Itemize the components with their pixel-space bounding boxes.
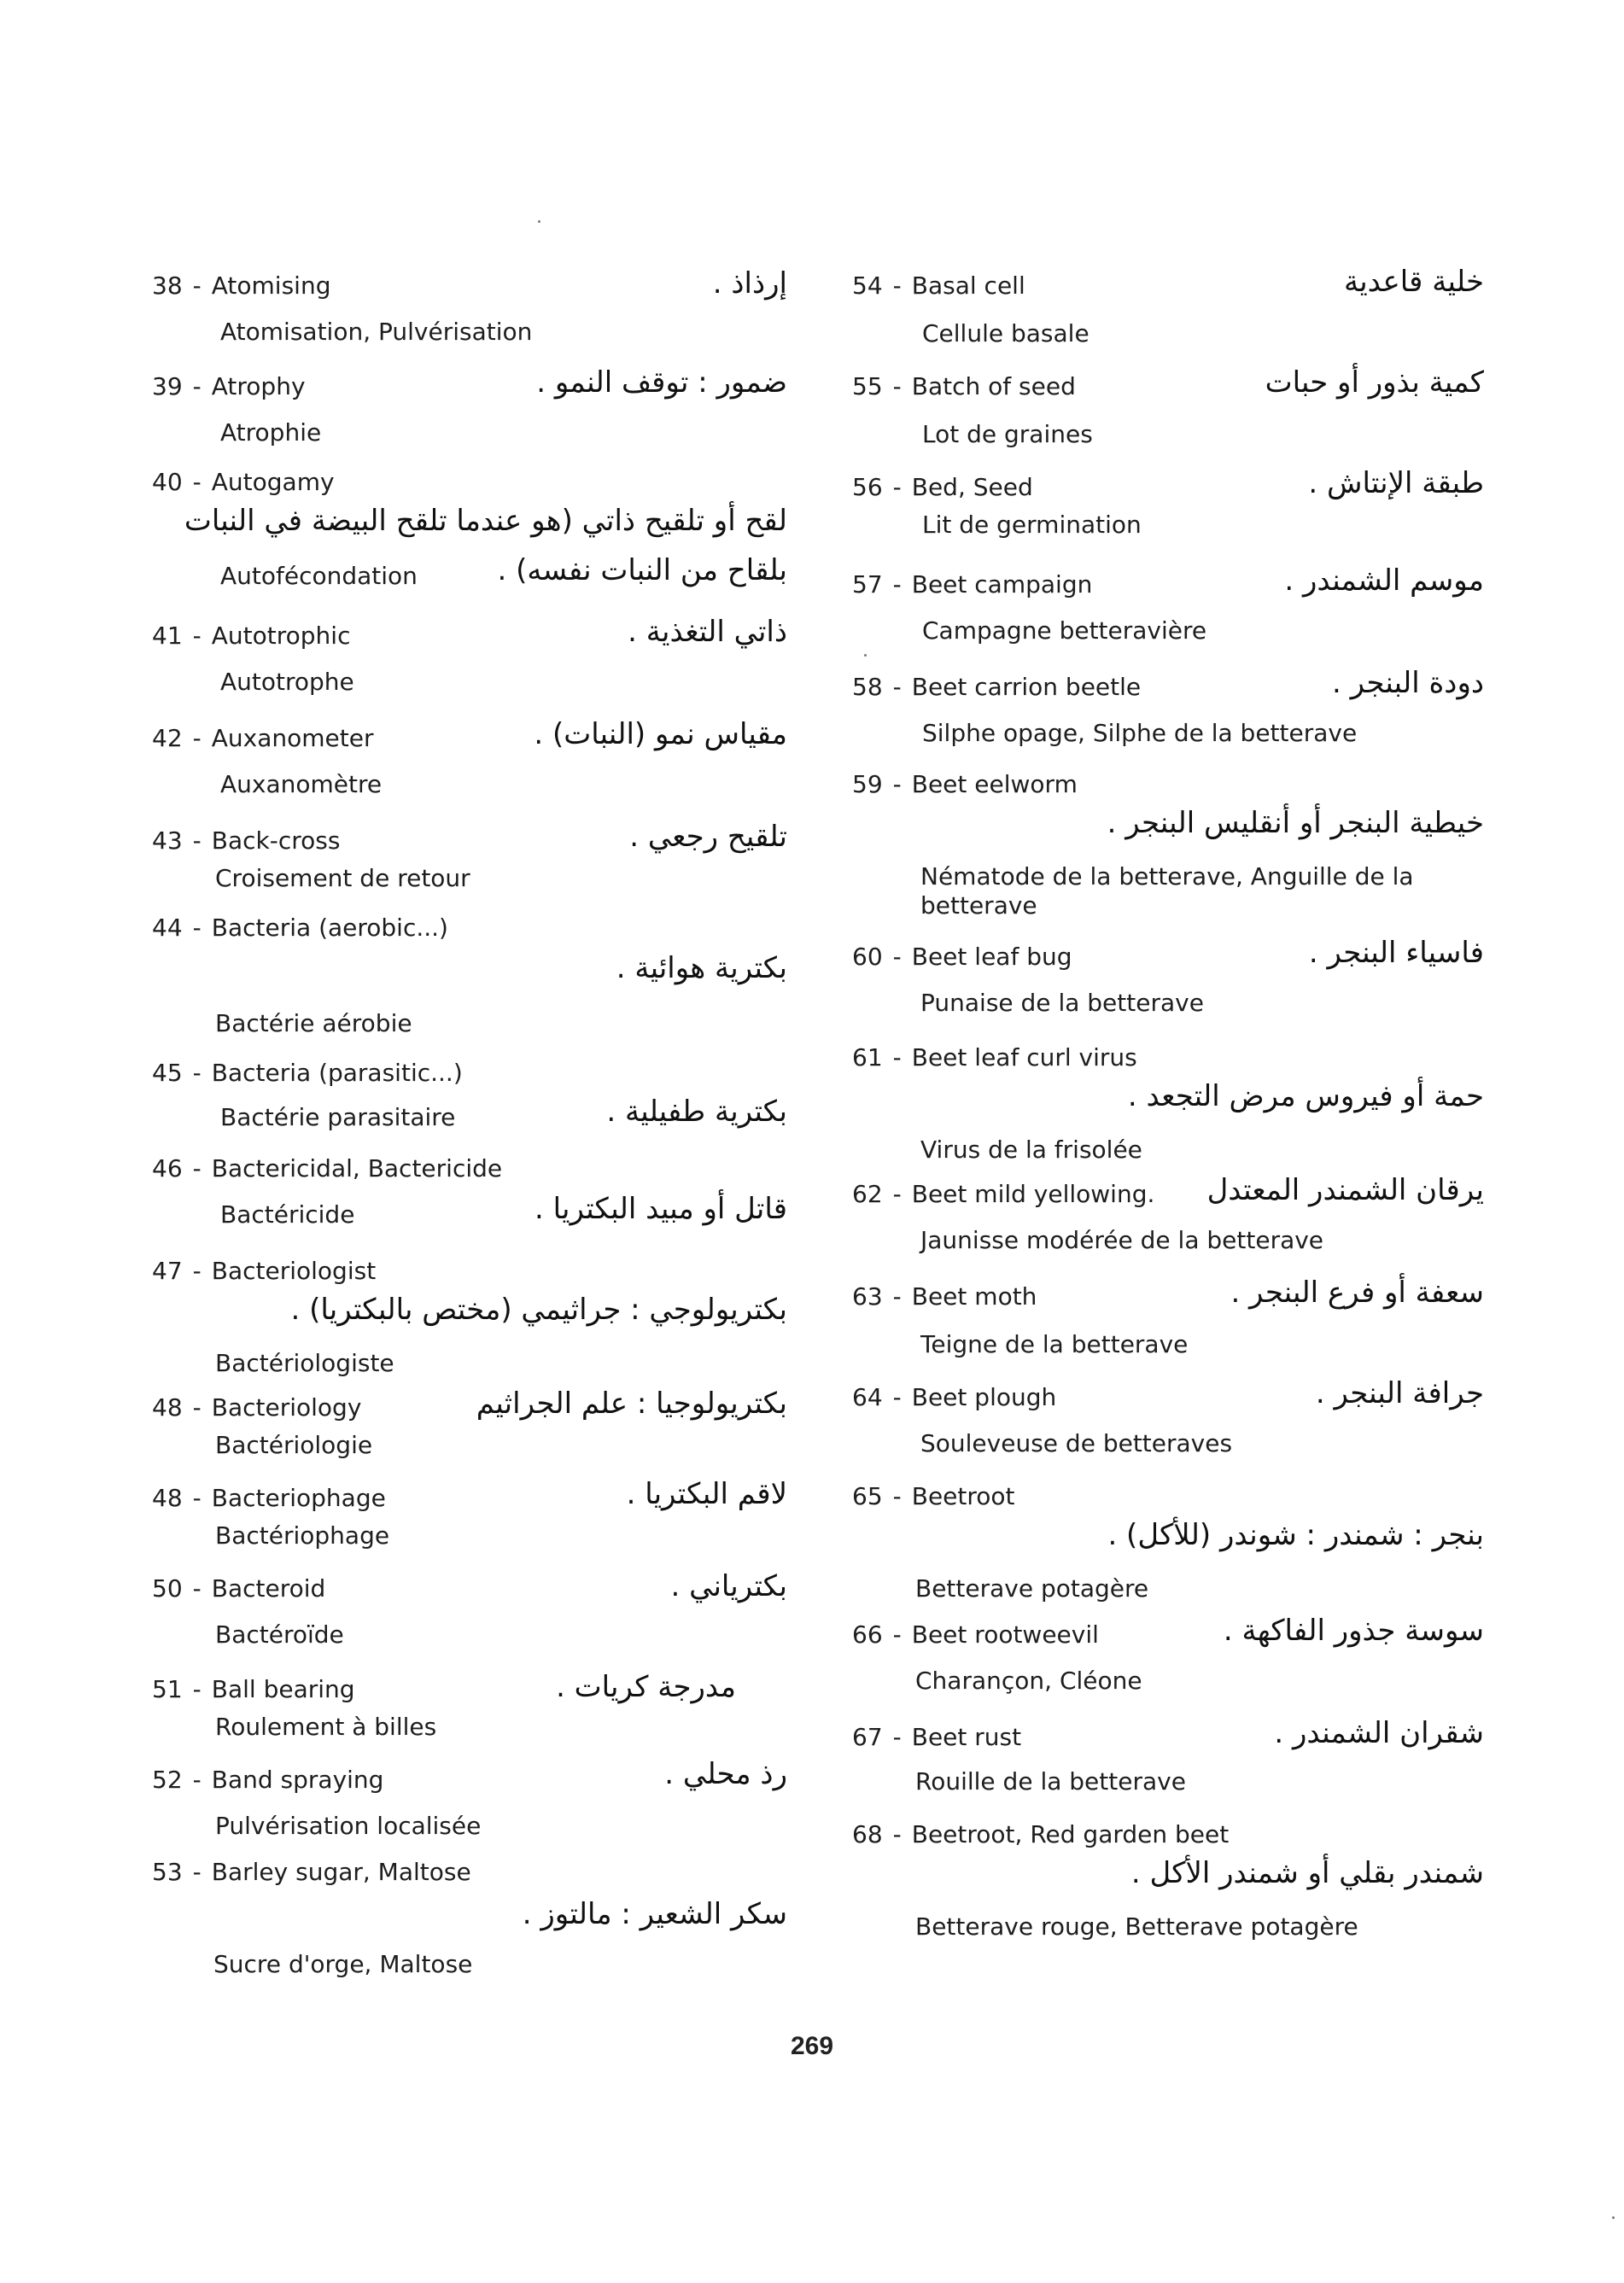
french-term: Autofécondation bbox=[220, 562, 418, 590]
entry-number: 57 bbox=[852, 570, 883, 598]
entry-term: 55 - Batch of seed bbox=[852, 372, 1076, 400]
french-term: Souleveuse de betteraves bbox=[920, 1429, 1233, 1457]
entry-number: 56 bbox=[852, 473, 883, 501]
entry-number: 45 bbox=[152, 1059, 183, 1087]
english-term: Beet eelworm bbox=[911, 770, 1078, 798]
french-term: Campagne betteravière bbox=[922, 616, 1207, 645]
arabic-term: ضمور : توقف النمو . bbox=[536, 365, 787, 400]
entry-number: 63 bbox=[852, 1282, 883, 1311]
english-term: Beet rootweevil bbox=[911, 1620, 1099, 1649]
french-term: Virus de la frisolée bbox=[920, 1136, 1142, 1164]
arabic-term: يرقان الشمندر المعتدل bbox=[1206, 1173, 1484, 1207]
french-term: Lot de graines bbox=[922, 420, 1093, 448]
arabic-term: حمة أو فيروس مرض التجعد . bbox=[1127, 1079, 1484, 1113]
entry-term: 63 - Beet moth bbox=[852, 1282, 1037, 1311]
arabic-term: مقياس نمو (النبات) . bbox=[534, 717, 787, 751]
entry-term: 48 - Bacteriophage bbox=[152, 1484, 386, 1512]
entry-term: 39 - Atrophy bbox=[152, 372, 306, 400]
arabic-term: موسم الشمندر . bbox=[1284, 563, 1484, 598]
entry-number: 38 bbox=[152, 272, 183, 300]
english-term: Autotrophic bbox=[211, 622, 351, 650]
arabic-term: ذاتي التغذية . bbox=[628, 615, 787, 649]
entry-term: 52 - Band spraying bbox=[152, 1766, 384, 1794]
entry-term: 41 - Autotrophic bbox=[152, 622, 351, 650]
arabic-term: فاسياء البنجر . bbox=[1308, 936, 1484, 970]
entry-term: 46 - Bactericidal, Bactericide bbox=[152, 1154, 503, 1182]
french-term: Pulvérisation localisée bbox=[215, 1812, 482, 1840]
entry-term: 44 - Bacteria (aerobic...) bbox=[152, 914, 448, 942]
entry-number: 68 bbox=[852, 1820, 883, 1848]
arabic-term: مدرجة كريات . bbox=[556, 1670, 736, 1704]
english-term: Beet plough bbox=[911, 1383, 1057, 1411]
entry-number: 48 bbox=[152, 1393, 183, 1422]
entry-number: 42 bbox=[152, 724, 183, 752]
entry-term: 66 - Beet rootweevil bbox=[852, 1620, 1099, 1649]
entry-term: 54 - Basal cell bbox=[852, 272, 1025, 300]
entry-term: 45 - Bacteria (parasitic...) bbox=[152, 1059, 463, 1087]
french-term-continued: betterave bbox=[920, 891, 1037, 920]
entry-term: 57 - Beet campaign bbox=[852, 570, 1093, 598]
entry-number: 43 bbox=[152, 826, 183, 855]
entry-term: 38 - Atomising bbox=[152, 272, 331, 300]
entry-number: 50 bbox=[152, 1574, 183, 1603]
french-term: Bactéroïde bbox=[215, 1620, 344, 1649]
scan-speck bbox=[864, 654, 867, 657]
english-term: Bed, Seed bbox=[911, 473, 1033, 501]
arabic-term: قاتل أو مبيد البكتريا . bbox=[535, 1192, 787, 1226]
entry-term: 53 - Barley sugar, Maltose bbox=[152, 1858, 471, 1886]
entry-term: 51 - Ball bearing bbox=[152, 1675, 355, 1703]
english-term: Batch of seed bbox=[911, 372, 1076, 400]
entry-number: 53 bbox=[152, 1858, 183, 1886]
arabic-term: سوسة جذور الفاكهة . bbox=[1223, 1614, 1484, 1648]
entry-term: 67 - Beet rust bbox=[852, 1723, 1022, 1751]
english-term: Beet leaf curl virus bbox=[911, 1043, 1137, 1071]
french-term: Atomisation, Pulvérisation bbox=[220, 318, 533, 346]
entry-term: 61 - Beet leaf curl virus bbox=[852, 1043, 1137, 1071]
french-term: Punaise de la betterave bbox=[920, 989, 1204, 1017]
english-term: Bacteroid bbox=[211, 1574, 326, 1603]
english-term: Bacteriophage bbox=[211, 1484, 386, 1512]
arabic-term: خيطية البنجر أو أنقليس البنجر . bbox=[1107, 806, 1484, 840]
arabic-term-line-2: بلقاح من النبات نفسه) . bbox=[497, 553, 787, 587]
french-term: Auxanomètre bbox=[220, 770, 383, 798]
french-term: Cellule basale bbox=[922, 319, 1089, 347]
entry-term: 59 - Beet eelworm bbox=[852, 770, 1078, 798]
entry-number: 39 bbox=[152, 372, 183, 400]
english-term: Basal cell bbox=[911, 272, 1025, 300]
french-term: Betterave potagère bbox=[915, 1574, 1149, 1603]
entry-term: 48 - Bacteriology bbox=[152, 1393, 362, 1422]
entry-number: 51 bbox=[152, 1675, 183, 1703]
english-term: Bacteria (parasitic...) bbox=[211, 1059, 463, 1087]
entry-number: 41 bbox=[152, 622, 183, 650]
french-term: Teigne de la betterave bbox=[920, 1330, 1189, 1358]
arabic-term: رذ محلي . bbox=[664, 1757, 787, 1791]
entry-number: 65 bbox=[852, 1482, 883, 1510]
french-term: Charançon, Cléone bbox=[915, 1667, 1142, 1695]
entry-number: 66 bbox=[852, 1620, 883, 1649]
arabic-term: بكترية هوائية . bbox=[616, 951, 787, 985]
arabic-term: لاقم البكتريا . bbox=[626, 1477, 787, 1511]
french-term: Bactéricide bbox=[220, 1200, 355, 1229]
arabic-term: كمية بذور أو حبات bbox=[1265, 365, 1484, 400]
english-term: Bacteriologist bbox=[211, 1257, 377, 1285]
entry-number: 59 bbox=[852, 770, 883, 798]
entry-term: 65 - Beetroot bbox=[852, 1482, 1015, 1510]
french-term: Roulement à billes bbox=[215, 1713, 437, 1741]
arabic-term: تلقيح رجعي . bbox=[629, 820, 787, 854]
arabic-term: جرافة البنجر . bbox=[1315, 1376, 1484, 1410]
arabic-term: بكتريولوجي : جراثيمي (مختص بالبكتريا) . bbox=[290, 1293, 787, 1327]
french-term: Rouille de la betterave bbox=[915, 1767, 1186, 1795]
french-term: Sucre d'orge, Maltose bbox=[213, 1950, 473, 1978]
english-term: Beet carrion beetle bbox=[911, 673, 1142, 701]
arabic-term: بكتريولوجيا : علم الجراثيم bbox=[476, 1387, 787, 1421]
entry-term: 60 - Beet leaf bug bbox=[852, 943, 1072, 971]
entry-number: 46 bbox=[152, 1154, 183, 1182]
arabic-term: إرذاذ . bbox=[712, 266, 787, 301]
english-term: Ball bearing bbox=[211, 1675, 355, 1703]
entry-term: 47 - Bacteriologist bbox=[152, 1257, 377, 1285]
page-number: 269 bbox=[790, 2032, 834, 2060]
french-term: Bactérie aérobie bbox=[215, 1009, 412, 1037]
english-term: Atrophy bbox=[211, 372, 306, 400]
english-term: Bactericidal, Bactericide bbox=[211, 1154, 503, 1182]
english-term: Beetroot bbox=[911, 1482, 1015, 1510]
french-term: Nématode de la betterave, Anguille de la bbox=[920, 862, 1414, 890]
entry-term: 42 - Auxanometer bbox=[152, 724, 374, 752]
entry-number: 58 bbox=[852, 673, 883, 701]
arabic-term: بنجر : شمندر : شوندر (للأكل) . bbox=[1107, 1518, 1484, 1552]
entry-number: 47 bbox=[152, 1257, 183, 1285]
entry-number: 62 bbox=[852, 1180, 883, 1208]
scan-speck bbox=[538, 220, 540, 223]
english-term: Auxanometer bbox=[211, 724, 374, 752]
entry-number: 52 bbox=[152, 1766, 183, 1794]
arabic-term: شمندر بقلي أو شمندر الأكل . bbox=[1130, 1856, 1484, 1890]
arabic-term: سعفة أو فرع البنجر . bbox=[1230, 1276, 1484, 1310]
french-term: Jaunisse modérée de la betterave bbox=[920, 1226, 1324, 1254]
entry-term: 40 - Autogamy bbox=[152, 468, 335, 496]
entry-term: 50 - Bacteroid bbox=[152, 1574, 326, 1603]
french-term: Lit de germination bbox=[922, 511, 1142, 539]
english-term: Autogamy bbox=[211, 468, 335, 496]
entry-term: 62 - Beet mild yellowing. bbox=[852, 1180, 1155, 1208]
french-term: Silphe opage, Silphe de la betterave bbox=[922, 719, 1358, 747]
arabic-term: بكترية طفيلية . bbox=[606, 1095, 787, 1129]
french-term: Autotrophe bbox=[220, 668, 354, 696]
arabic-term: طبقة الإنتاش . bbox=[1308, 466, 1484, 500]
arabic-term: شقران الشمندر . bbox=[1274, 1716, 1484, 1750]
french-term: Croisement de retour bbox=[215, 864, 470, 892]
english-term: Bacteria (aerobic...) bbox=[211, 914, 448, 942]
french-term: Bactériophage bbox=[215, 1521, 390, 1550]
entry-number: 60 bbox=[852, 943, 883, 971]
english-term: Beet moth bbox=[911, 1282, 1037, 1311]
entry-number: 61 bbox=[852, 1043, 883, 1071]
french-term: Atrophie bbox=[220, 418, 322, 447]
entry-term: 58 - Beet carrion beetle bbox=[852, 673, 1142, 701]
entry-number: 54 bbox=[852, 272, 883, 300]
entry-number: 40 bbox=[152, 468, 183, 496]
english-term: Beet leaf bug bbox=[911, 943, 1072, 971]
french-term: Betterave rouge, Betterave potagère bbox=[915, 1912, 1358, 1941]
arabic-term-line-1: لقح أو تلقيح ذاتي (هو عندما تلقح البيضة في النبات bbox=[184, 504, 787, 538]
entry-term: 43 - Back-cross bbox=[152, 826, 341, 855]
english-term: Back-cross bbox=[211, 826, 341, 855]
english-term: Band spraying bbox=[211, 1766, 384, 1794]
entry-term: 64 - Beet plough bbox=[852, 1383, 1057, 1411]
french-term: Bactériologie bbox=[215, 1431, 373, 1459]
arabic-term: دودة البنجر . bbox=[1332, 666, 1484, 700]
entry-term: 56 - Bed, Seed bbox=[852, 473, 1033, 501]
arabic-term: خلية قاعدية bbox=[1343, 265, 1484, 299]
entry-number: 55 bbox=[852, 372, 883, 400]
arabic-term: بكترياني . bbox=[670, 1569, 787, 1603]
english-term: Beet mild yellowing. bbox=[911, 1180, 1155, 1208]
entry-number: 67 bbox=[852, 1723, 883, 1751]
french-term: Bactériologiste bbox=[215, 1349, 394, 1377]
english-term: Barley sugar, Maltose bbox=[211, 1858, 471, 1886]
scan-speck bbox=[1612, 2216, 1615, 2219]
entry-number: 64 bbox=[852, 1383, 883, 1411]
entry-number: 44 bbox=[152, 914, 183, 942]
entry-term: 68 - Beetroot, Red garden beet bbox=[852, 1820, 1230, 1848]
entry-number: 48 bbox=[152, 1484, 183, 1512]
english-term: Beet campaign bbox=[911, 570, 1093, 598]
arabic-term: سكر الشعير : مالتوز . bbox=[522, 1897, 787, 1931]
english-term: Atomising bbox=[211, 272, 331, 300]
english-term: Beet rust bbox=[911, 1723, 1022, 1751]
french-term: Bactérie parasitaire bbox=[220, 1103, 456, 1131]
english-term: Bacteriology bbox=[211, 1393, 362, 1422]
english-term: Beetroot, Red garden beet bbox=[911, 1820, 1230, 1848]
